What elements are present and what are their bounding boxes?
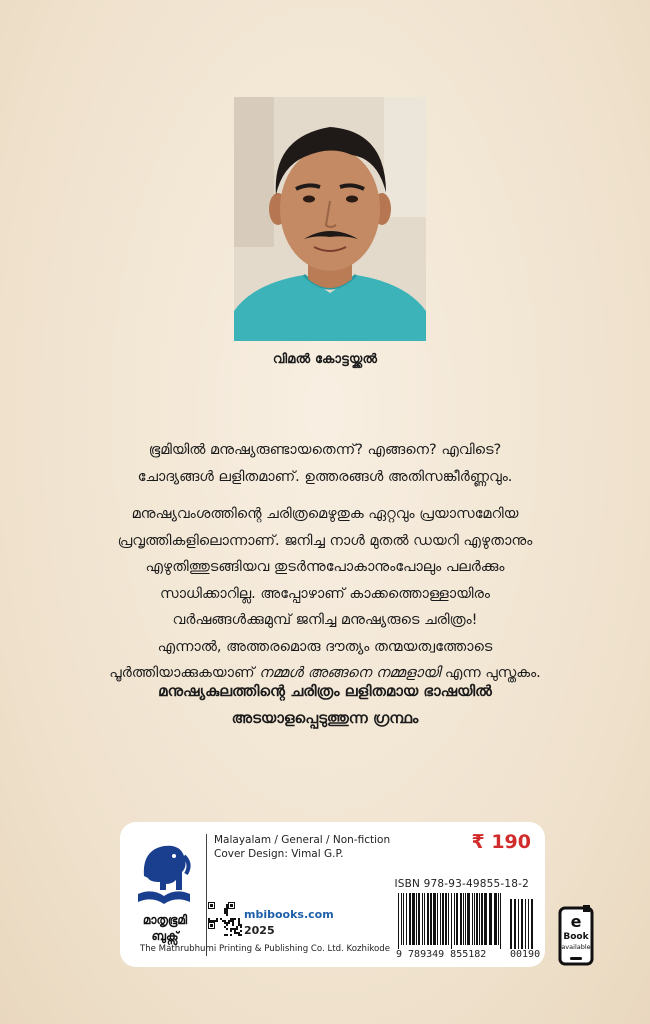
tagline-line: അടയാളപ്പെടുത്തുന്ന ഗ്രന്ഥം: [231, 709, 419, 727]
author-portrait-illustration: [234, 97, 426, 341]
qr-code-icon: [208, 902, 242, 936]
publisher-name: [134, 912, 196, 944]
panel-divider: [206, 834, 207, 956]
blurb-line-after: എന്ന പുസ്തകം.: [440, 665, 541, 681]
book-meta: [214, 833, 390, 861]
publisher-name-line-2: ബുക്സ്: [151, 929, 179, 943]
author-name: വിമൽ കോട്ടയ്ക്കൽ: [272, 352, 378, 367]
blurb-line: മനുഷ്യവംശത്തിന്റെ ചരിത്രമെഴുതുക ഏറ്റവും പ്രയാസമേറിയ: [131, 506, 519, 522]
price: ₹ 190: [471, 831, 531, 853]
printer-credit: The Mathrubhumi Printing & Publishing Co. Ltd. Kozhikode: [139, 944, 391, 954]
ebook-letter: e: [570, 912, 582, 931]
blurb-line: വർഷങ്ങൾക്കുമുമ്പ് ജനിച്ച മനുഷ്യരുടെ ചരിത്രം!: [172, 612, 478, 628]
barcode-number: 9 789349 855182: [396, 949, 487, 960]
publisher-name-line-1: മാതൃഭൂമി: [142, 913, 188, 927]
isbn: ISBN 978-93-49855-18-2: [394, 878, 529, 890]
blurb-line: സാധിക്കാറില്ല. അപ്പോഴാണ് കാക്കത്തൊള്ളായിരം: [160, 585, 490, 602]
barcode-addon-number: 00190: [510, 949, 541, 960]
barcode: [398, 893, 534, 949]
tagline: [60, 678, 590, 732]
blurb-line: എഴുതിത്തുടങ്ങിയവ തുടർന്നുപോകാനുംപോലും പലർക്കും: [145, 559, 505, 575]
category: Malayalam / General / Non-fiction: [214, 834, 391, 846]
blurb-line: ചോദ്യങ്ങൾ ലളിതമാണ്. ഉത്തരങ്ങൾ അതിസങ്കീർണ്ണവും.: [137, 468, 513, 485]
blurb-line-before: പൂർത്തിയാക്കുകയാണ്: [109, 665, 260, 681]
blurb-paragraph-1: [60, 437, 590, 490]
ebook-label: Book: [563, 932, 589, 942]
book-title: നമ്മൾ അങ്ങനെ നമ്മളായി: [259, 665, 441, 681]
ebook-phone-icon: [557, 905, 595, 967]
cover-design-credit: Cover Design: Vimal G.P.: [214, 848, 344, 860]
elephant-book-logo-icon: [136, 836, 192, 910]
tagline-line: മനുഷ്യകുലത്തിന്റെ ചരിത്രം ലളിതമായ ഭാഷയിൽ: [158, 682, 492, 700]
blurb-line: പ്രവൃത്തികളിലൊന്നാണ്. ജനിച്ച നാൾ മുതൽ ഡയറി എഴുതാനും: [117, 532, 533, 549]
website-link[interactable]: mbibooks.com: [244, 908, 334, 921]
blurb-line: എന്നാൽ, അത്തരമൊരു ദൗത്യം തന്മയത്വത്തോടെ: [157, 638, 493, 655]
publication-year: 2025: [244, 924, 275, 937]
publisher-panel: [120, 822, 545, 967]
blurb-paragraph-2: [60, 501, 590, 687]
blurb-line: ഭൂമിയിൽ മനുഷ്യരുണ്ടായതെന്ന്? എങ്ങനെ? എവിടെ?: [148, 442, 502, 458]
ebook-available: available: [561, 943, 591, 951]
author-photo: [234, 97, 426, 341]
